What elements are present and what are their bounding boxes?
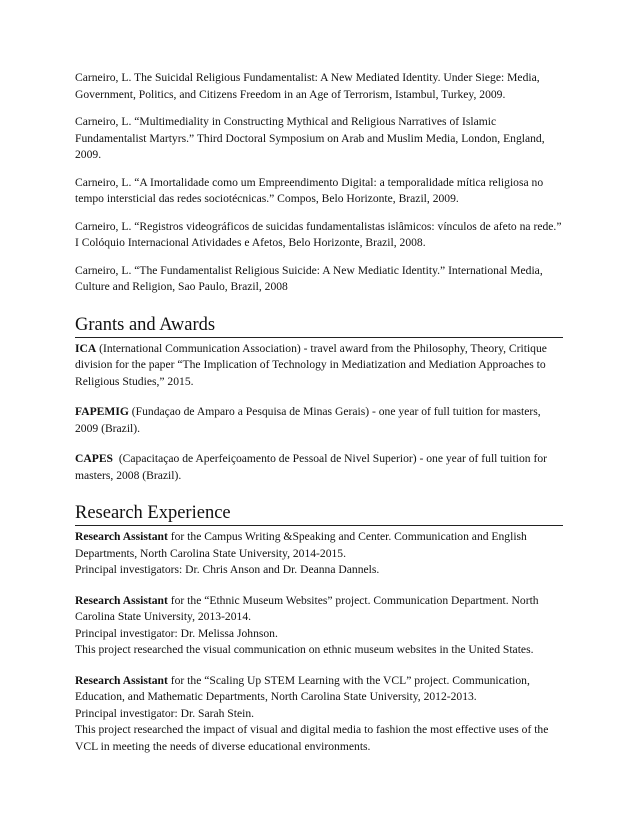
section-heading-research: Research Experience	[75, 502, 563, 526]
research-role: Research Assistant	[75, 530, 168, 543]
presentation-entry: Carneiro, L. “Multimediality in Constructing Mythical and Religious Narratives of Islamic Fundamentalist Martyrs.” Third Doctoral Symposium on Arab and Muslim Media, London, England, 2009.	[75, 115, 545, 161]
award-org: ICA	[75, 341, 97, 355]
award-org: FAPEMIG	[75, 405, 129, 418]
award-entry	[75, 404, 563, 437]
award-entry	[75, 341, 563, 391]
presentations-list	[75, 70, 563, 296]
presentation-entry: Carneiro, L. “Registros videográficos de suicidas fundamentalistas islâmicos: vínculos de afeto na rede.” I Colóquio Internacional Atividades e Afetos, Belo Horizonte, Brazil, 2008.	[75, 219, 562, 249]
award-entry	[75, 451, 563, 484]
section-heading-grants: Grants and Awards	[75, 314, 563, 338]
research-investigators: Principal investigators: Dr. Chris Anson and Dr. Deanna Dannels.	[75, 563, 380, 576]
research-investigators: Principal investigator: Dr. Sarah Stein.	[75, 706, 255, 720]
research-text: for the “Ethnic Museum Websites” project. Communication Department. North Carolina State University, 2013-2014.	[75, 593, 539, 623]
award-text: (Fundaçao de Amparo a Pesquisa de Minas Gerais) - one year of full tuition for masters, 2009 (Brazil).	[75, 405, 541, 435]
presentation-entry: Carneiro, L. “A Imortalidade como um Empreendimento Digital: a temporalidade mítica religiosa no tempo intersticial das redes sociotécnicas.” Compos, Belo Horizonte, Brazil, 2009.	[75, 175, 544, 205]
research-text: for the Campus Writing &Speaking and Center. Communication and English Departments, North Carolina State University, 2014-2015.	[75, 530, 527, 560]
grants-section	[75, 314, 563, 485]
research-investigators: Principal investigator: Dr. Melissa Johnson.	[75, 626, 278, 640]
research-section	[75, 502, 563, 755]
research-text: for the “Scaling Up STEM Learning with the VCL” project. Communication, Education, and Mathematic Departments, North Carolina State University, 2012-2013.	[75, 673, 530, 703]
research-entry	[75, 593, 563, 659]
award-text: (Capacitaçao de Aperfeiçoamento de Pessoal de Nivel Superior) - one year of full tuition for masters, 2008 (Brazil).	[75, 452, 550, 482]
presentation-entry: Carneiro, L. “The Fundamentalist Religious Suicide: A New Mediatic Identity.” International Media, Culture and Religion, Sao Paulo, Brazil, 2008	[75, 263, 543, 293]
research-entry	[75, 673, 563, 756]
research-description: This project researched the impact of visual and digital media to fashion the most effective uses of the VCL in meeting the needs of diverse educational environments.	[75, 723, 549, 753]
presentation-entry: Carneiro, L. The Suicidal Religious Fundamentalist: A New Mediated Identity. Under Siege: Media, Government, Politics, and Citizens Freedom in an Age of Terrorism, Istambul, Turkey, 2009.	[75, 71, 540, 101]
research-entry	[75, 529, 563, 579]
research-description: This project researched the visual communication on ethnic museum websites in the United States.	[75, 643, 534, 656]
award-org: CAPES	[75, 452, 114, 465]
research-role: Research Assistant	[75, 593, 168, 607]
research-role: Research Assistant	[75, 673, 168, 687]
award-text: (International Communication Association) - travel award from the Philosophy, Theory, Critique division for the paper “The Implication of Technology in Mediatization and Mediation Approaches to Religious Studies,” 2015.	[75, 341, 547, 388]
cv-page	[75, 70, 563, 769]
